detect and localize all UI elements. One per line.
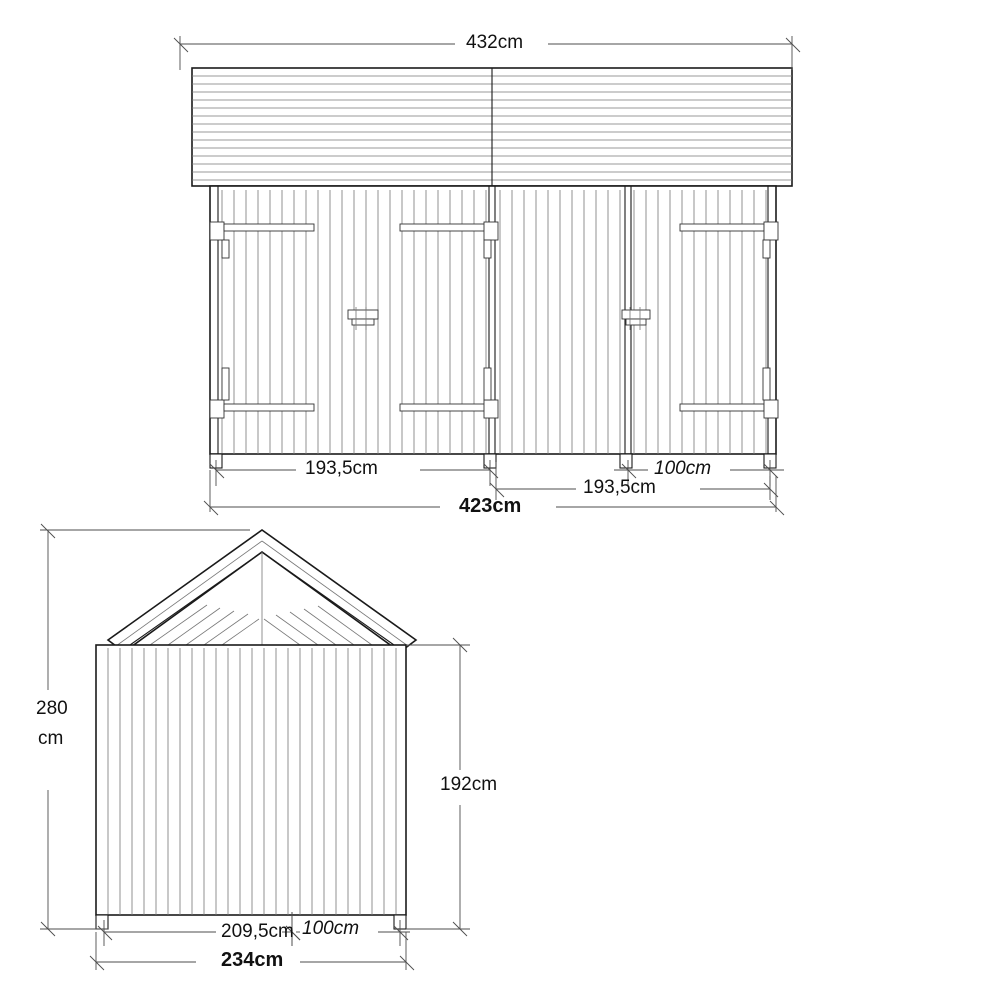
dim-label-front-overall: 423cm (459, 495, 522, 517)
dim-label-side-wall-height: 192cm (440, 774, 498, 795)
front-elevation-view (174, 36, 800, 515)
dim-label-side-height-value: 280 (36, 698, 68, 719)
dim-label-front-door-left: 193,5cm (305, 458, 378, 479)
dim-label-side-inner-width: 209,5cm (221, 921, 294, 942)
side-gable (130, 552, 394, 645)
dim-label-side-overall-width: 234cm (221, 949, 284, 971)
dim-label-side-small-width: 100cm (302, 918, 360, 939)
side-wall (96, 645, 406, 929)
dim-label-front-door-right: 193,5cm (583, 477, 656, 498)
dim-label-front-top: 432cm (466, 32, 524, 53)
front-roof (192, 68, 792, 186)
dim-label-front-small-door: 100cm (654, 458, 712, 479)
dim-label-side-height-unit: cm (38, 728, 64, 749)
side-elevation-view (40, 524, 470, 970)
